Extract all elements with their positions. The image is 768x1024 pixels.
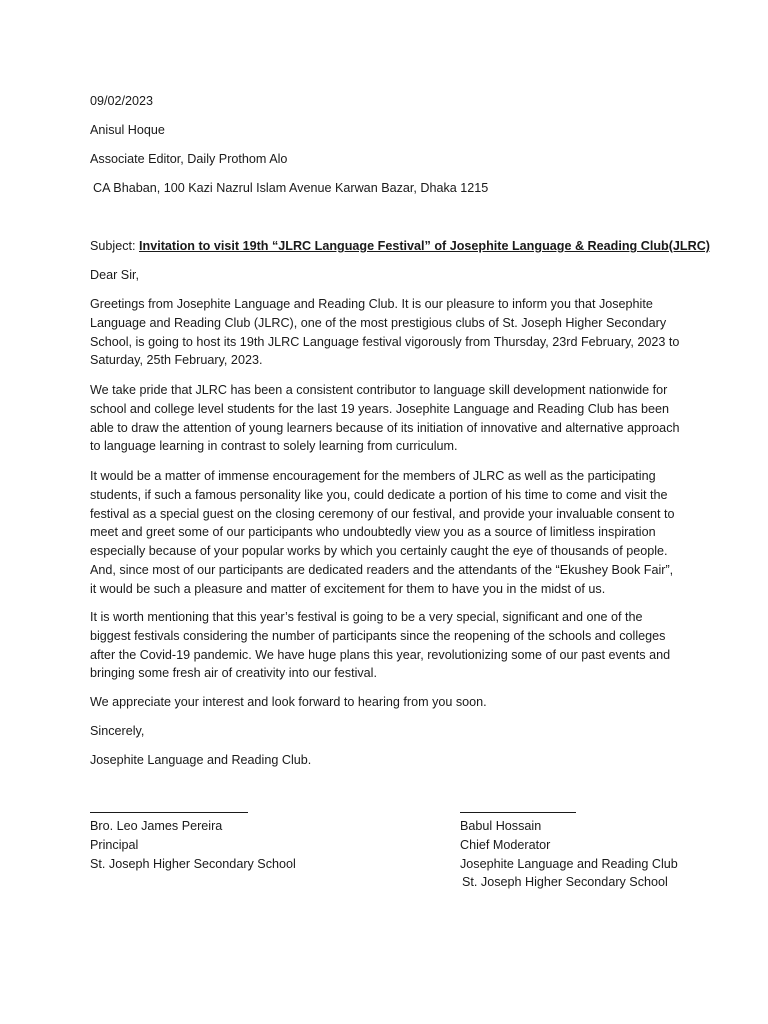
signatory-org: St. Joseph Higher Secondary School (90, 856, 296, 871)
signature-line (460, 812, 576, 813)
signatory-role: Principal (90, 837, 139, 852)
salutation: Dear Sir, (90, 268, 139, 282)
closing: Sincerely, (90, 724, 145, 738)
signature-line (90, 812, 248, 813)
paragraph-greeting: Greetings from Josephite Language and Reading Club. It is our pleasure to inform you that Josephite Language and Reading Club (JLRC), one of the most prestigious clubs of St. Joseph Higher Secondary School, is going to host its 19th JLRC Language festival vigorously from Thursday, 23rd February, 2023 to Saturday, 25th February, 2023. (90, 297, 680, 368)
signatory-name: Babul Hossain (460, 819, 542, 833)
recipient-address: CA Bhaban, 100 Kazi Nazrul Islam Avenue Karwan Bazar, Dhaka 1215 (93, 181, 489, 195)
signature-block-moderator (460, 812, 678, 892)
paragraph-invitation: It would be a matter of immense encouragement for the members of JLRC as well as the participating students, if such a famous personality like you, could dedicate a portion of his time to come and visit the festival as a special guest on the closing ceremony of our festival, and provide your invaluable consent to meet and greet some of our participants who undoubtedly view you as a source of limitless inspiration especially because of your popular works by which you certainly caught the eye of thousands of people. And, since most of our participants are dedicated readers and the attendants of the “Ekushey Book Fair”, it would be such a pleasure and matter of excitement for them to have you in the midst of us. (90, 469, 675, 596)
subject-label: Subject: (90, 239, 136, 253)
recipient-name: Anisul Hoque (90, 123, 165, 137)
letter-date: 09/02/2023 (90, 94, 154, 108)
signatory-name: Bro. Leo James Pereira (90, 819, 223, 833)
subject-title: Invitation to visit 19th “JLRC Language Festival” of Josephite Language & Reading Club(JLRC) (139, 239, 710, 253)
paragraph-closing-remark: We appreciate your interest and look forward to hearing from you soon. (90, 695, 487, 709)
recipient-title: Associate Editor, Daily Prothom Alo (90, 152, 288, 166)
signature-block-principal (90, 812, 296, 873)
paragraph-history: We take pride that JLRC has been a consistent contributor to language skill development nationwide for school and college level students for the last 19 years. Josephite Language and Reading Club has been able to draw the attention of young learners because of its initiation of innovative and alternative approach to language learning in contrast to solely learning from curriculum. (90, 383, 680, 454)
subject-line (90, 237, 710, 255)
paragraph-festival-details: It is worth mentioning that this year’s festival is going to be a very special, significant and one of the biggest festivals considering the number of participants since the reopening of the schools and colleges after the Covid-19 pandemic. We have huge plans this year, revolutionizing some of our past events and bringing some fresh air of creativity into our festival. (90, 610, 671, 681)
signatory-org-secondary: St. Joseph Higher Secondary School (462, 875, 668, 890)
sender-organization: Josephite Language and Reading Club. (90, 753, 312, 767)
signatory-role: Chief Moderator (460, 837, 551, 852)
signatory-org: Josephite Language and Reading Club (460, 856, 678, 871)
